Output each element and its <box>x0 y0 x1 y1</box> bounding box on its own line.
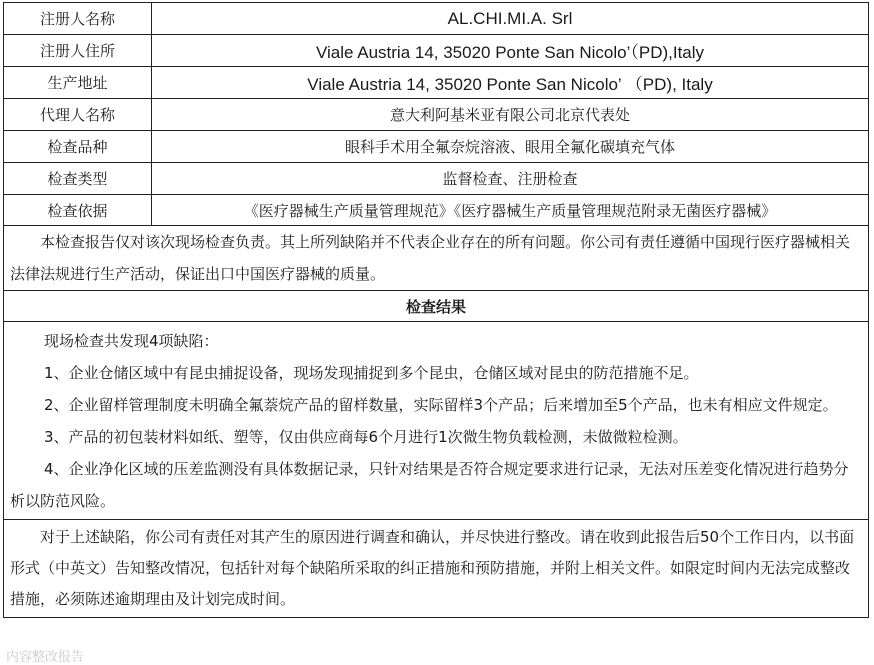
closing-text: 对于上述缺陷，你公司有责任对其产生的原因进行调查和确认，并尽快进行整改。请在收到此报告后50个工作日内，以书面形式（中英文）告知整改情况，包括针对每个缺陷所采取的纠正措施和预防措施，并附上相关文件。如限定时间内无法完成整改措施，必须陈述逾期理由及计划完成时间。 <box>4 520 869 618</box>
table-row <box>4 67 869 99</box>
row-value: 《医疗器械生产质量管理规范》《医疗器械生产质量管理规范附录无菌医疗器械》 <box>152 195 869 226</box>
table-row <box>4 131 869 163</box>
finding-item: 2、企业留样管理制度未明确全氟萘烷产品的留样数量，实际留样3个产品；后来增加至5个产品，也未有相应文件规定。 <box>44 396 838 414</box>
closing-row <box>4 520 869 618</box>
findings-intro: 现场检查共发现4项缺陷： <box>44 332 219 350</box>
finding-item: 3、产品的初包装材料如纸、塑等，仅由供应商每6个月进行1次微生物负载检测，未做微粒检测。 <box>44 428 688 446</box>
table-row <box>4 99 869 131</box>
row-value: 监督检查、注册检查 <box>152 163 869 195</box>
findings-cell <box>4 322 869 520</box>
row-label: 代理人名称 <box>4 99 152 131</box>
row-value: 意大利阿基米亚有限公司北京代表处 <box>152 99 869 131</box>
table-row <box>4 35 869 67</box>
row-label: 注册人住所 <box>4 35 152 67</box>
inspection-report-table <box>3 2 869 618</box>
row-label: 检查类型 <box>4 163 152 195</box>
results-heading: 检查结果 <box>4 291 869 322</box>
row-label: 注册人名称 <box>4 3 152 35</box>
disclaimer-row <box>4 226 869 291</box>
table-row <box>4 163 869 195</box>
disclaimer-text: 本检查报告仅对该次现场检查负责。其上所列缺陷并不代表企业存在的所有问题。你公司有责任遵循中国现行医疗器械相关法律法规进行生产活动，保证出口中国医疗器械的质量。 <box>4 226 869 291</box>
watermark: 内容整改报告 <box>6 650 85 665</box>
finding-item: 1、企业仓储区域中有昆虫捕捉设备，现场发现捕捉到多个昆虫，仓储区域对昆虫的防范措施不足。 <box>44 364 699 382</box>
table-row <box>4 195 869 226</box>
findings-row <box>4 322 869 520</box>
results-heading-row <box>4 291 869 322</box>
table-row <box>4 3 869 35</box>
row-value: Viale Austria 14, 35020 Ponte San Nicolo’ （PD), Italy <box>152 67 869 99</box>
finding-item: 4、企业净化区域的压差监测没有具体数据记录，只针对结果是否符合规定要求进行记录，无法对压差变化情况进行趋势分析以防范风险。 <box>10 460 849 510</box>
row-label: 检查依据 <box>4 195 152 226</box>
row-value: AL.CHI.MI.A. Srl <box>152 3 869 35</box>
row-label: 检查品种 <box>4 131 152 163</box>
row-value: 眼科手术用全氟奈烷溶液、眼用全氟化碳填充气体 <box>152 131 869 163</box>
row-value: Viale Austria 14, 35020 Ponte San Nicolo’（PD),Italy <box>152 35 869 67</box>
row-label: 生产地址 <box>4 67 152 99</box>
